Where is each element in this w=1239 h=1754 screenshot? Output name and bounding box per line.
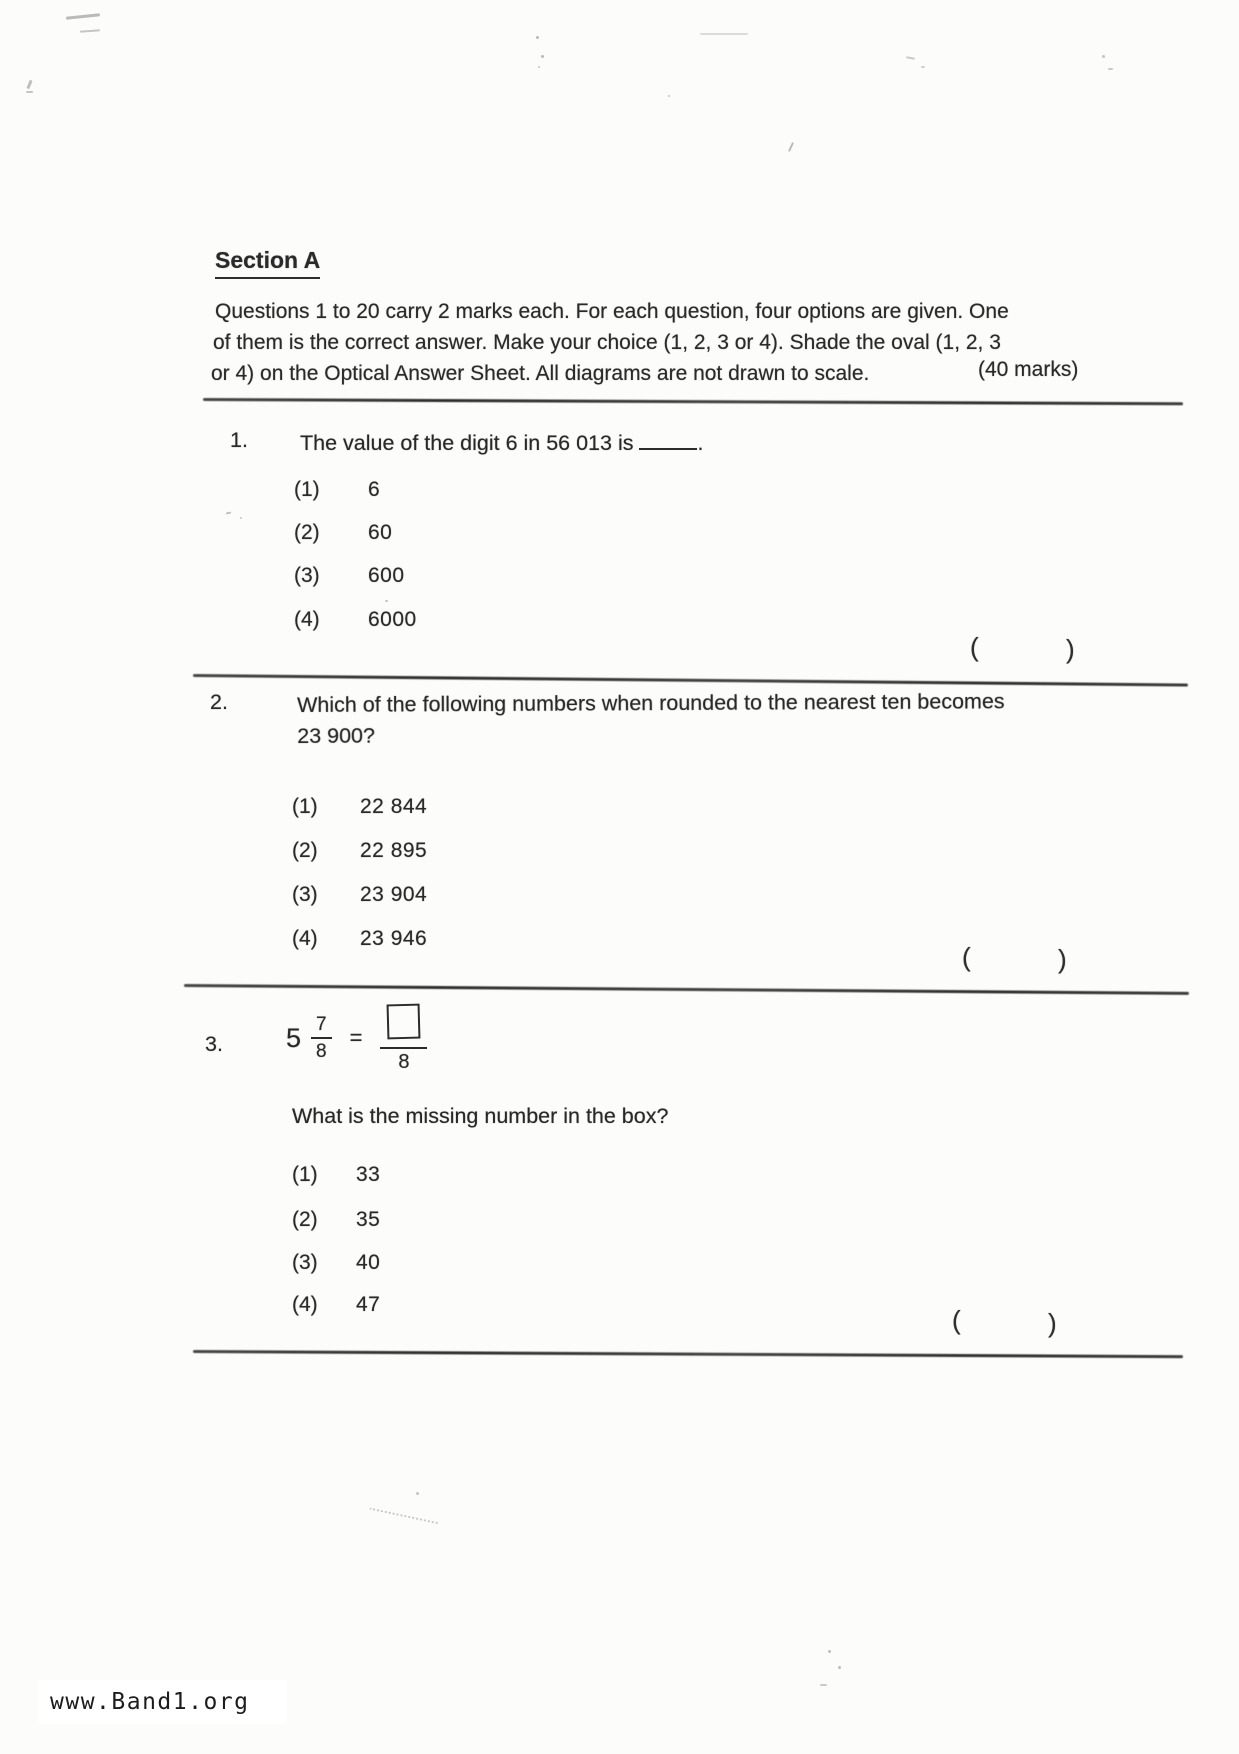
option-value: 6000: [368, 608, 417, 631]
fraction-denominator: 8: [316, 1041, 327, 1062]
question-text-line: Which of the following numbers when rounded to the nearest ten becomes: [297, 689, 1005, 717]
question-number: 1.: [230, 428, 248, 452]
scan-artifact: [226, 512, 231, 515]
scan-artifact: [80, 29, 100, 32]
option-value: 60: [368, 521, 393, 544]
option-value: 40: [356, 1251, 381, 1274]
answer-bracket-open: (: [962, 942, 971, 972]
fraction-numerator-box: [380, 1004, 427, 1049]
option-value: 23 904: [360, 883, 428, 906]
answer-bracket-close: ): [1066, 634, 1075, 664]
scan-artifact: [26, 80, 32, 89]
option-label: (1): [292, 1163, 318, 1186]
option-label: (3): [292, 1251, 318, 1274]
instructions-line: Questions 1 to 20 carry 2 marks each. For each question, four options are given. One: [215, 300, 1009, 323]
option-label: (2): [292, 839, 318, 862]
option-value: 6: [368, 478, 381, 501]
answer-blank: [639, 428, 697, 450]
watermark: www.Band1.org: [50, 1689, 250, 1715]
question-text: [297, 686, 1005, 752]
scan-artifact: [240, 517, 242, 519]
scan-artifact: [536, 36, 539, 39]
scan-artifact: [1102, 55, 1105, 58]
scan-artifact: [668, 95, 670, 97]
scan-artifact: [828, 1650, 831, 1653]
question-text-line: 23 900?: [297, 723, 376, 748]
option-label: (2): [292, 1208, 318, 1231]
equation: [286, 1002, 427, 1074]
option-value: 600: [368, 564, 405, 587]
fraction-denominator: 8: [398, 1051, 410, 1073]
section-title: Section A: [215, 247, 320, 279]
question-text: What is the missing number in the box?: [292, 1104, 669, 1128]
answer-bracket-open: (: [970, 632, 979, 662]
scan-artifact: [416, 1492, 419, 1495]
marks-note: (40 marks): [978, 358, 1079, 381]
divider-rule: [193, 1350, 1183, 1358]
question-number: 2.: [210, 690, 228, 714]
divider-rule: [193, 674, 1188, 687]
option-value: 22 844: [360, 795, 428, 818]
question-text-body: The value of the digit 6 in 56 013 is: [300, 431, 634, 455]
fraction-numerator: 7: [311, 1015, 332, 1039]
question-text-period: .: [697, 431, 704, 455]
option-label: (3): [294, 564, 320, 587]
option-value: 33: [356, 1163, 381, 1186]
scan-artifact: [26, 91, 33, 93]
option-label: (1): [292, 795, 318, 818]
option-label: (2): [294, 521, 320, 544]
option-label: (4): [292, 927, 318, 950]
answer-bracket-open: (: [952, 1305, 961, 1335]
scan-artifact: [538, 66, 540, 68]
answer-bracket-close: ): [1058, 944, 1067, 974]
scan-artifact: [370, 1498, 441, 1524]
scan-artifact: [541, 55, 544, 58]
scan-artifact: [700, 33, 748, 35]
question-number: 3.: [205, 1032, 223, 1056]
option-label: (3): [292, 883, 318, 906]
option-value: 22 895: [360, 839, 428, 862]
option-value: 35: [356, 1208, 381, 1231]
scan-artifact: [788, 142, 794, 152]
divider-rule: [203, 398, 1183, 405]
scan-artifact: [838, 1666, 841, 1669]
equals-sign: =: [349, 1025, 363, 1050]
scan-artifact: [66, 13, 100, 20]
missing-number-box: [387, 1004, 421, 1040]
divider-rule: [184, 984, 1189, 995]
instructions-line: or 4) on the Optical Answer Sheet. All diagrams are not drawn to scale.: [211, 362, 870, 385]
scan-artifact: [820, 1684, 827, 1686]
scan-artifact: [385, 600, 388, 602]
option-label: (4): [292, 1293, 318, 1316]
question-text: [300, 428, 703, 456]
mixed-number-whole: 5: [286, 1022, 302, 1053]
scan-artifact: [906, 56, 915, 60]
scan-artifact: [1108, 68, 1113, 70]
option-value: 47: [356, 1293, 381, 1316]
option-label: (1): [294, 478, 320, 501]
instructions-line: of them is the correct answer. Make your choice (1, 2, 3 or 4). Shade the oval (1, 2, 3: [213, 331, 1001, 354]
fraction-with-box: [380, 1004, 427, 1072]
option-value: 23 946: [360, 927, 428, 950]
option-label: (4): [294, 608, 320, 631]
fraction: [311, 1015, 332, 1061]
answer-bracket-close: ): [1048, 1308, 1057, 1338]
scan-artifact: [921, 66, 925, 68]
